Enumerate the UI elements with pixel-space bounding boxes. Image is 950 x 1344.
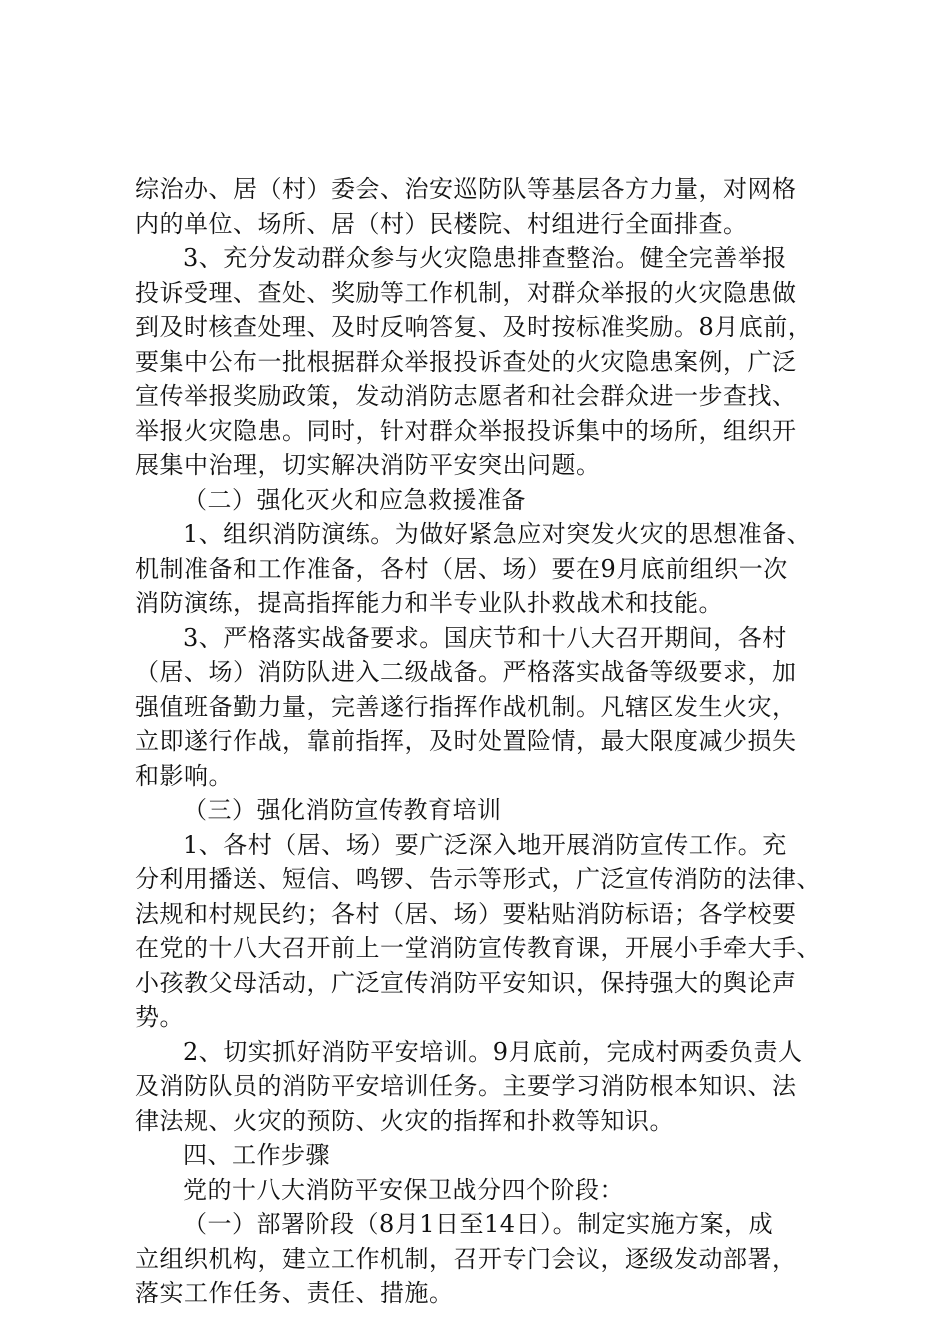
text-line: 及消防队员的消防平安培训任务。主要学习消防根本知识、法 xyxy=(135,1072,797,1100)
text-line: 消防演练，提高指挥能力和半专业队扑救战术和技能。 xyxy=(135,589,723,617)
text-line: 强值班备勤力量，完善遂行指挥作战机制。凡辖区发生火灾， xyxy=(135,692,797,721)
text-line: 要集中公布一批根据群众举报投诉查处的火灾隐患案例，广泛 xyxy=(135,347,797,376)
text-line: 四、工作步骤 xyxy=(183,1141,330,1169)
text-line: 3、严格落实战备要求。国庆节和十八大召开期间，各村 xyxy=(183,623,787,652)
text-line: 机制准备和工作准备，各村（居、场）要在9月底前组织一次 xyxy=(135,554,788,583)
text-line: 投诉受理、查处、奖励等工作机制，对群众举报的火灾隐患做 xyxy=(135,278,797,307)
text-line: 律法规、火灾的预防、火灾的指挥和扑救等知识。 xyxy=(135,1106,674,1135)
text-line: 势。 xyxy=(135,1003,184,1031)
text-line: 2、切实抓好消防平安培训。9月底前，完成村两委负责人 xyxy=(183,1037,803,1066)
text-line: 综治办、居（村）委会、治安巡防队等基层各方力量，对网格 xyxy=(135,175,797,203)
text-line: 1、组织消防演练。为做好紧急应对突发火灾的思想准备、 xyxy=(183,520,812,548)
text-line: 宣传举报奖励政策，发动消防志愿者和社会群众进一步查找、 xyxy=(135,382,797,410)
text-line: 立组织机构，建立工作机制，召开专门会议，逐级发动部署， xyxy=(135,1244,797,1273)
document-body xyxy=(135,172,825,1311)
text-line: 展集中治理，切实解决消防平安突出问题。 xyxy=(135,451,601,479)
text-line: （二）强化灭火和应急救援准备 xyxy=(183,485,526,514)
text-line: 和影响。 xyxy=(135,761,233,790)
text-line: 1、各村（居、场）要广泛深入地开展消防宣传工作。充 xyxy=(183,830,787,859)
text-line: 到及时核查处理、及时反响答复、及时按标准奖励。8月底前， xyxy=(135,313,813,341)
text-line: 落实工作任务、责任、措施。 xyxy=(135,1279,454,1307)
text-line: 在党的十八大召开前上一堂消防宣传教育课，开展小手牵大手、 xyxy=(135,934,821,962)
text-line: 小孩教父母活动，广泛宣传消防平安知识，保持强大的舆论声 xyxy=(135,968,797,997)
text-line: 分利用播送、短信、鸣锣、告示等形式，广泛宣传消防的法律、 xyxy=(135,865,821,893)
text-line: 举报火灾隐患。同时，针对群众举报投诉集中的场所，组织开 xyxy=(135,416,797,445)
text-line: （一）部署阶段（8月1日至14日）。制定实施方案，成 xyxy=(183,1210,774,1238)
text-line: 党的十八大消防平安保卫战分四个阶段： xyxy=(183,1175,624,1204)
text-line: （居、场）消防队进入二级战备。严格落实战备等级要求，加 xyxy=(135,658,797,686)
text-line: （三）强化消防宣传教育培训 xyxy=(183,796,502,824)
text-line: 立即遂行作战，靠前指挥，及时处置险情，最大限度减少损失 xyxy=(135,727,797,755)
text-line: 内的单位、场所、居（村）民楼院、村组进行全面排查。 xyxy=(135,209,748,238)
text-line: 3、充分发动群众参与火灾隐患排查整治。健全完善举报 xyxy=(183,244,787,272)
text-line: 法规和村规民约；各村（居、场）要粘贴消防标语；各学校要 xyxy=(135,899,797,928)
